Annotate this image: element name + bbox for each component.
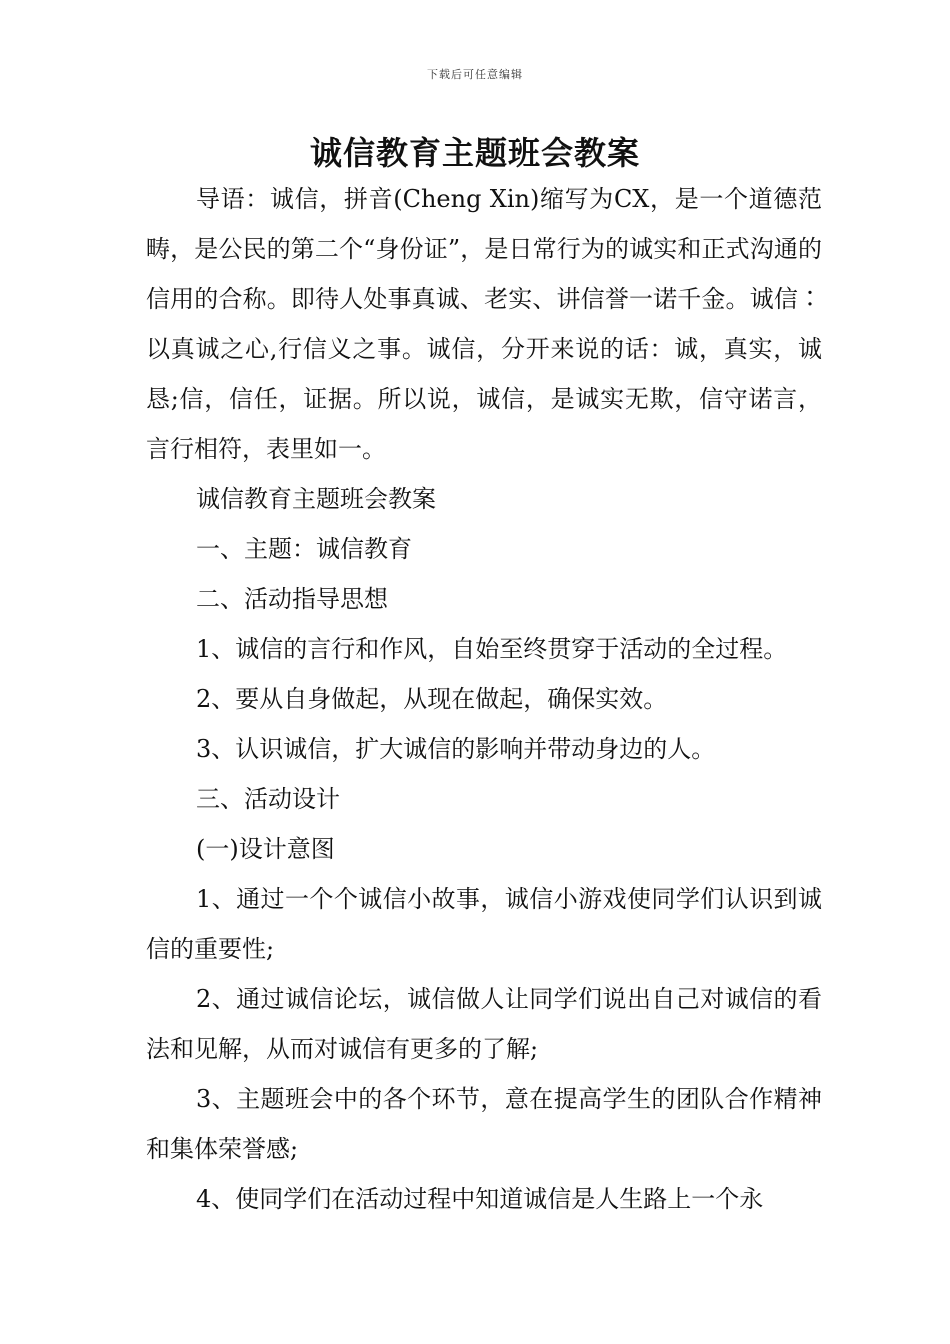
intent-item-4: 4、使同学们在活动过程中知道诚信是人生路上一个永 [196, 1185, 764, 1213]
header-note: 下载后可任意编辑 [427, 68, 523, 81]
document-body [146, 174, 822, 1224]
intent-item-2: 2、通过诚信论坛，诚信做人让同学们说出自己对诚信的看法和见解，从而对诚信有更多的了解; [146, 985, 822, 1063]
intent-item-3: 3、主题班会中的各个环节，意在提高学生的团队合作精神和集体荣誉感; [146, 1085, 822, 1163]
guide-item-2: 2、要从自身做起，从现在做起，确保实效。 [196, 685, 668, 713]
section-heading-theme: 一、主题：诚信教育 [196, 535, 412, 563]
intro-paragraph: 导语：诚信，拼音(Cheng Xin)缩写为CX，是一个道德范畴，是公民的第二个“身份证”，是日常行为的诚实和正式沟通的信用的合称。即待人处事真诚、老实、讲信誉一诺千金。诚信∶以真诚之心,行信义之事。诚信，分开来说的话：诚，真实，诚恳;信，信任，证据。所以说，诚信，是诚实无欺，信守诺言，言行相符，表里如一。 [146, 185, 822, 463]
section-heading-activity-design: 三、活动设计 [196, 785, 340, 813]
intent-item-1: 1、通过一个个诚信小故事，诚信小游戏使同学们认识到诚信的重要性; [146, 885, 822, 963]
section-heading-guiding-thought: 二、活动指导思想 [196, 585, 388, 613]
guide-item-1: 1、诚信的言行和作风，自始至终贯穿于活动的全过程。 [196, 635, 788, 663]
page-title: 诚信教育主题班会教案 [309, 134, 640, 172]
subsection-heading-design-intent: (一)设计意图 [196, 835, 335, 863]
subtitle-line: 诚信教育主题班会教案 [196, 485, 436, 513]
guide-item-3: 3、认识诚信，扩大诚信的影响并带动身边的人。 [196, 735, 716, 763]
